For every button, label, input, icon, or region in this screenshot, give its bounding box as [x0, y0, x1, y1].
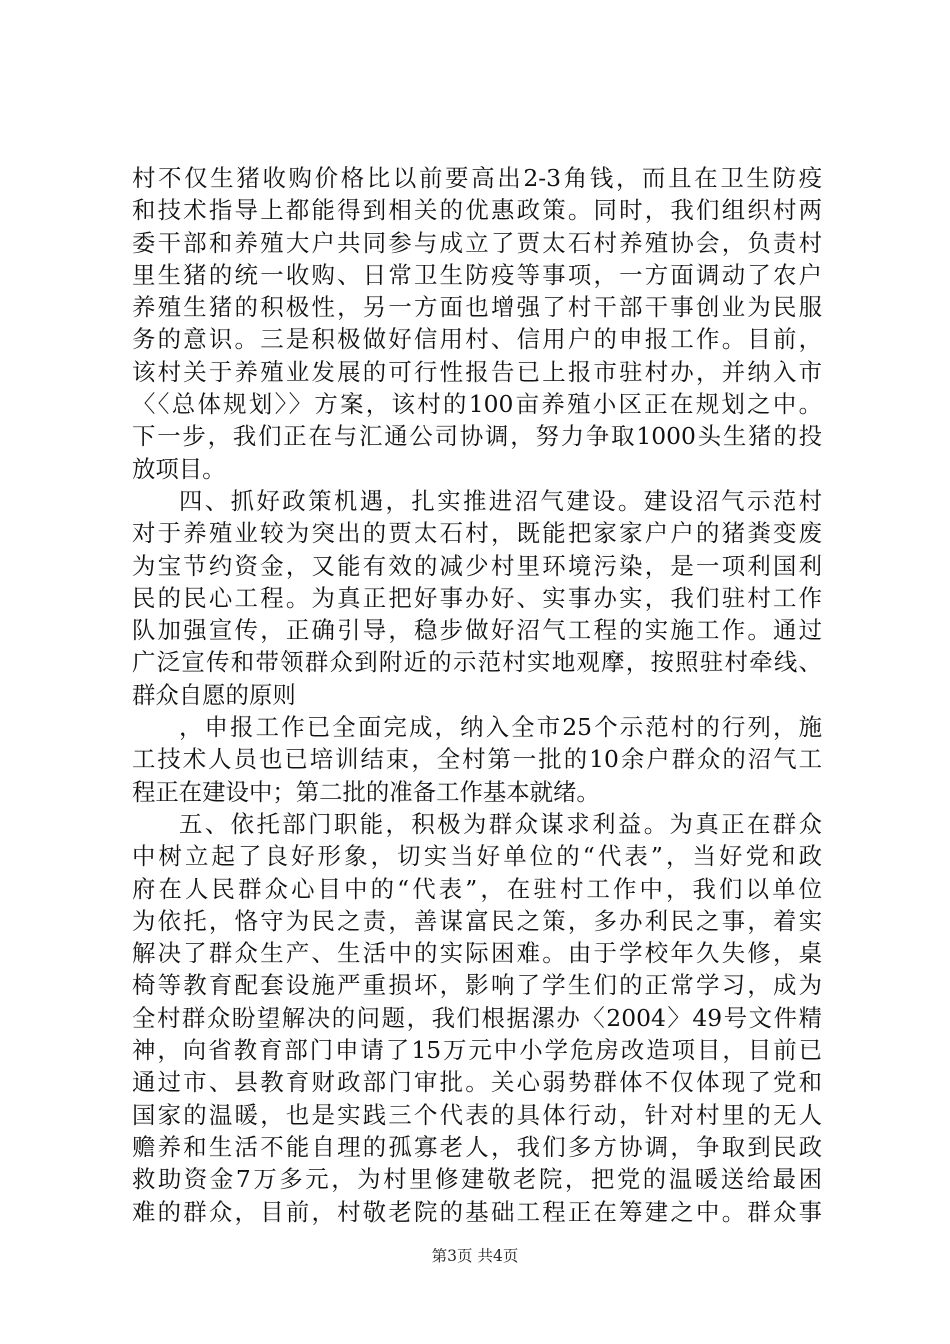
text-line: 中树立起了良好形象，切实当好单位的“代表”，当好党和政 [132, 842, 822, 871]
text-line: 对于养殖业较为突出的贾太石村，既能把家家户户的猪粪变废 [132, 519, 822, 548]
text-line: 救助资金7万多元，为村里修建敬老院，把党的温暖送给最困 [132, 1165, 822, 1194]
page-footer: 第3页 共4页 [431, 1247, 519, 1265]
text-line: 四、抓好政策机遇，扎实推进沼气建设。建设沼气示范村 [179, 486, 822, 515]
text-line: 养殖生猪的积极性，另一方面也增强了村干部干事创业为民服 [132, 293, 822, 322]
text-line: 队加强宣传，正确引导，稳步做好沼气工程的实施工作。通过 [132, 616, 822, 645]
text-line: 通过市、县教育财政部门审批。关心弱势群体不仅体现了党和 [132, 1068, 822, 1097]
text-line: 民的民心工程。为真正把好事办好、实事办实，我们驻村工作 [132, 583, 822, 612]
text-line: 解决了群众生产、生活中的实际困难。由于学校年久失修，桌 [132, 939, 822, 968]
text-line: 群众自愿的原则 [132, 680, 296, 709]
text-line: 为宝节约资金，又能有效的减少村里环境污染，是一项利国利 [132, 551, 822, 580]
text-line: 程正在建设中；第二批的准备工作基本就绪。 [132, 777, 600, 806]
text-line: 为依托，恪守为民之责，善谋富民之策，多办利民之事，着实 [132, 906, 822, 935]
body-text [132, 162, 822, 1228]
text-line: 椅等教育配套设施严重损坏，影响了学生们的正常学习，成为 [132, 971, 822, 1000]
text-line: 广泛宣传和带领群众到附近的示范村实地观摩，按照驻村牵线、 [132, 648, 822, 677]
text-line: ，申报工作已全面完成，纳入全市25个示范村的行列，施 [179, 713, 822, 742]
text-line: 该村关于养殖业发展的可行性报告已上报市驻村办，并纳入市 [132, 357, 822, 386]
text-line: 里生猪的统一收购、日常卫生防疫等事项，一方面调动了农户 [132, 260, 822, 289]
text-line: 务的意识。三是积极做好信用村、信用户的申报工作。目前， [132, 325, 822, 354]
text-line: 村不仅生猪收购价格比以前要高出2-3角钱，而且在卫生防疫 [132, 164, 822, 192]
text-line: 全村群众盼望解决的问题，我们根据漯办〈2004〉49号文件精 [132, 1003, 822, 1032]
text-line: 赡养和生活不能自理的孤寡老人，我们多方协调，争取到民政 [132, 1132, 822, 1161]
text-line: 〈〈总体规划〉〉方案，该村的100亩养殖小区正在规划之中。 [132, 390, 822, 419]
text-line: 工技术人员也已培训结束，全村第一批的10余户群众的沼气工 [132, 745, 822, 774]
text-line: 难的群众，目前，村敬老院的基础工程正在筹建之中。群众事 [132, 1197, 822, 1226]
text-line: 下一步，我们正在与汇通公司协调，努力争取1000头生猪的投 [132, 422, 822, 451]
text-line: 放项目。 [132, 454, 226, 483]
text-line: 和技术指导上都能得到相关的优惠政策。同时，我们组织村两 [132, 196, 822, 225]
text-line: 五、依托部门职能，积极为群众谋求利益。为真正在群众 [179, 809, 822, 838]
text-line: 府在人民群众心目中的“代表”，在驻村工作中，我们以单位 [132, 874, 822, 903]
text-line: 神，向省教育部门申请了15万元中小学危房改造项目，目前已 [132, 1036, 822, 1065]
text-line: 委干部和养殖大户共同参与成立了贾太石村养殖协会，负责村 [132, 228, 822, 257]
text-line: 国家的温暖，也是实践三个代表的具体行动，针对村里的无人 [132, 1100, 822, 1129]
